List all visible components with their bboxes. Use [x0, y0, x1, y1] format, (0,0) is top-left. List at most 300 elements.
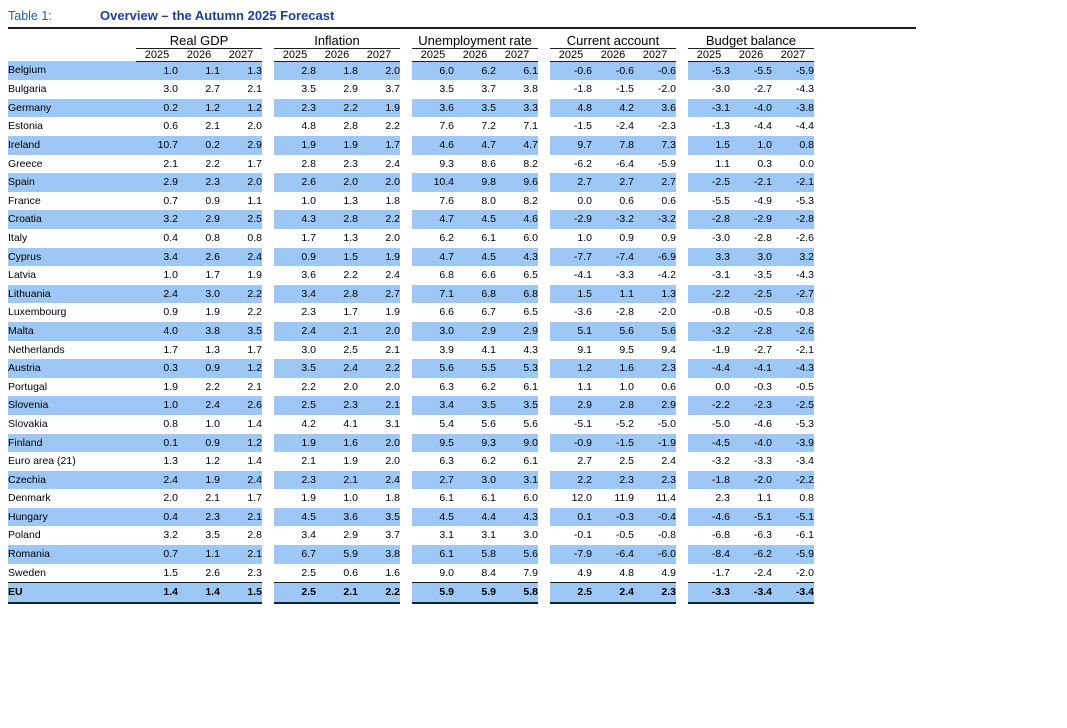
cell-unemp-1: 6.6 — [454, 266, 496, 285]
cell-gdp-1: 2.2 — [178, 155, 220, 174]
cell-infl-2: 2.0 — [358, 61, 400, 80]
cell-infl-0: 2.5 — [274, 583, 316, 604]
cell-infl-2: 2.4 — [358, 266, 400, 285]
column-spacer — [262, 341, 274, 360]
cell-bb-2: -5.9 — [772, 61, 814, 80]
cell-gdp-0: 3.2 — [136, 526, 178, 545]
cell-ca-2: -2.0 — [634, 80, 676, 99]
cell-bb-1: 3.0 — [730, 248, 772, 267]
cell-unemp-1: 8.6 — [454, 155, 496, 174]
cell-gdp-0: 2.4 — [136, 471, 178, 490]
year-header-infl-2026: 2026 — [316, 48, 358, 61]
cell-bb-2: 3.2 — [772, 248, 814, 267]
table-row — [8, 266, 814, 285]
cell-gdp-0: 3.2 — [136, 210, 178, 229]
cell-gdp-0: 1.9 — [136, 378, 178, 397]
cell-infl-0: 4.2 — [274, 415, 316, 434]
cell-gdp-1: 2.3 — [178, 508, 220, 527]
column-spacer — [676, 34, 688, 48]
column-spacer — [400, 341, 412, 360]
column-spacer — [400, 378, 412, 397]
year-header-unemp-2026: 2026 — [454, 48, 496, 61]
cell-unemp-0: 7.6 — [412, 192, 454, 211]
cell-ca-1: 11.9 — [592, 489, 634, 508]
cell-gdp-2: 2.6 — [220, 396, 262, 415]
row-country-label: Bulgaria — [8, 80, 136, 99]
table-row — [8, 415, 814, 434]
cell-infl-0: 1.7 — [274, 229, 316, 248]
table-row — [8, 508, 814, 527]
cell-ca-1: 1.6 — [592, 359, 634, 378]
column-spacer — [400, 564, 412, 583]
year-header-bb-2026: 2026 — [730, 48, 772, 61]
cell-unemp-2: 7.9 — [496, 564, 538, 583]
cell-bb-1: -2.8 — [730, 229, 772, 248]
cell-ca-1: -2.8 — [592, 303, 634, 322]
column-spacer — [538, 583, 550, 604]
row-country-label: Portugal — [8, 378, 136, 397]
cell-infl-0: 1.9 — [274, 434, 316, 453]
column-spacer — [538, 48, 550, 61]
cell-ca-0: 9.1 — [550, 341, 592, 360]
cell-unemp-0: 10.4 — [412, 173, 454, 192]
column-spacer — [400, 80, 412, 99]
cell-gdp-2: 1.7 — [220, 341, 262, 360]
cell-bb-1: -5.1 — [730, 508, 772, 527]
cell-bb-0: 0.0 — [688, 378, 730, 397]
cell-ca-0: -5.1 — [550, 415, 592, 434]
cell-infl-2: 3.1 — [358, 415, 400, 434]
cell-infl-1: 2.3 — [316, 155, 358, 174]
column-spacer — [676, 378, 688, 397]
cell-ca-0: -1.8 — [550, 80, 592, 99]
cell-unemp-2: 4.6 — [496, 210, 538, 229]
cell-gdp-2: 1.4 — [220, 452, 262, 471]
cell-bb-1: -2.3 — [730, 396, 772, 415]
column-spacer — [538, 136, 550, 155]
column-spacer — [538, 34, 550, 48]
cell-infl-1: 2.5 — [316, 341, 358, 360]
cell-infl-2: 2.0 — [358, 322, 400, 341]
cell-gdp-2: 2.1 — [220, 80, 262, 99]
cell-unemp-1: 6.1 — [454, 489, 496, 508]
cell-unemp-0: 3.1 — [412, 526, 454, 545]
cell-infl-0: 2.1 — [274, 452, 316, 471]
cell-ca-0: 5.1 — [550, 322, 592, 341]
cell-gdp-2: 1.1 — [220, 192, 262, 211]
column-spacer — [538, 229, 550, 248]
cell-ca-2: -6.0 — [634, 545, 676, 564]
cell-bb-0: -2.5 — [688, 173, 730, 192]
cell-gdp-1: 2.1 — [178, 117, 220, 136]
table-row — [8, 359, 814, 378]
column-spacer — [262, 285, 274, 304]
column-spacer — [262, 248, 274, 267]
table-row — [8, 155, 814, 174]
cell-gdp-0: 2.0 — [136, 489, 178, 508]
column-spacer — [400, 285, 412, 304]
row-country-label: EU — [8, 583, 136, 604]
cell-infl-2: 2.0 — [358, 378, 400, 397]
cell-gdp-0: 10.7 — [136, 136, 178, 155]
cell-ca-1: 1.0 — [592, 378, 634, 397]
cell-unemp-1: 4.1 — [454, 341, 496, 360]
cell-bb-0: -3.2 — [688, 322, 730, 341]
cell-gdp-2: 2.3 — [220, 564, 262, 583]
cell-unemp-2: 3.5 — [496, 396, 538, 415]
cell-bb-1: -3.5 — [730, 266, 772, 285]
group-header-current-account: Current account — [550, 34, 676, 48]
cell-ca-1: 4.2 — [592, 99, 634, 118]
column-spacer — [262, 434, 274, 453]
cell-ca-1: 7.8 — [592, 136, 634, 155]
column-spacer — [676, 508, 688, 527]
cell-unemp-0: 3.5 — [412, 80, 454, 99]
column-spacer — [538, 61, 550, 80]
column-spacer — [400, 526, 412, 545]
column-spacer — [538, 452, 550, 471]
cell-unemp-2: 3.8 — [496, 80, 538, 99]
cell-infl-1: 1.9 — [316, 452, 358, 471]
column-spacer — [538, 545, 550, 564]
cell-ca-2: 3.6 — [634, 99, 676, 118]
cell-infl-1: 1.3 — [316, 229, 358, 248]
cell-bb-2: -2.8 — [772, 210, 814, 229]
cell-ca-0: 1.1 — [550, 378, 592, 397]
cell-bb-1: -4.0 — [730, 434, 772, 453]
table-row — [8, 61, 814, 80]
column-spacer — [538, 359, 550, 378]
cell-ca-2: -5.0 — [634, 415, 676, 434]
column-spacer — [676, 471, 688, 490]
cell-bb-1: 1.1 — [730, 489, 772, 508]
cell-gdp-1: 1.9 — [178, 471, 220, 490]
cell-bb-2: -5.1 — [772, 508, 814, 527]
cell-gdp-0: 1.0 — [136, 61, 178, 80]
year-header-infl-2025: 2025 — [274, 48, 316, 61]
cell-ca-1: -0.5 — [592, 526, 634, 545]
cell-ca-1: 2.4 — [592, 583, 634, 604]
table-row — [8, 452, 814, 471]
cell-unemp-2: 2.9 — [496, 322, 538, 341]
cell-infl-1: 2.8 — [316, 285, 358, 304]
row-country-label: Austria — [8, 359, 136, 378]
cell-ca-2: 5.6 — [634, 322, 676, 341]
cell-ca-0: -4.1 — [550, 266, 592, 285]
group-header-corner — [8, 34, 136, 48]
cell-bb-2: -2.1 — [772, 341, 814, 360]
cell-ca-2: -3.2 — [634, 210, 676, 229]
column-spacer — [676, 248, 688, 267]
cell-ca-2: 1.3 — [634, 285, 676, 304]
cell-gdp-0: 0.8 — [136, 415, 178, 434]
table-row — [8, 545, 814, 564]
cell-ca-0: -6.2 — [550, 155, 592, 174]
cell-gdp-2: 1.7 — [220, 489, 262, 508]
cell-gdp-0: 2.9 — [136, 173, 178, 192]
cell-gdp-1: 1.9 — [178, 303, 220, 322]
cell-bb-0: -4.6 — [688, 508, 730, 527]
column-spacer — [262, 378, 274, 397]
cell-bb-0: -3.1 — [688, 266, 730, 285]
column-spacer — [400, 303, 412, 322]
cell-bb-0: -3.2 — [688, 452, 730, 471]
cell-unemp-0: 6.0 — [412, 61, 454, 80]
table-row — [8, 229, 814, 248]
cell-ca-2: 2.7 — [634, 173, 676, 192]
cell-ca-2: -0.8 — [634, 526, 676, 545]
cell-gdp-1: 1.0 — [178, 415, 220, 434]
column-spacer — [538, 526, 550, 545]
cell-bb-2: -3.4 — [772, 583, 814, 604]
cell-ca-0: -7.7 — [550, 248, 592, 267]
cell-bb-2: -2.6 — [772, 322, 814, 341]
cell-bb-1: -4.9 — [730, 192, 772, 211]
cell-infl-1: 2.3 — [316, 396, 358, 415]
cell-infl-0: 1.0 — [274, 192, 316, 211]
cell-ca-2: -2.3 — [634, 117, 676, 136]
year-header-gdp-2025: 2025 — [136, 48, 178, 61]
cell-gdp-0: 0.7 — [136, 192, 178, 211]
cell-unemp-2: 5.3 — [496, 359, 538, 378]
table-row — [8, 526, 814, 545]
cell-ca-1: 0.9 — [592, 229, 634, 248]
cell-ca-1: 5.6 — [592, 322, 634, 341]
cell-gdp-0: 1.0 — [136, 266, 178, 285]
table-row — [8, 434, 814, 453]
column-spacer — [400, 99, 412, 118]
cell-unemp-1: 7.2 — [454, 117, 496, 136]
column-spacer — [538, 564, 550, 583]
cell-gdp-2: 1.4 — [220, 415, 262, 434]
cell-gdp-1: 2.2 — [178, 378, 220, 397]
cell-bb-2: -5.3 — [772, 415, 814, 434]
column-spacer — [538, 489, 550, 508]
cell-gdp-2: 1.2 — [220, 434, 262, 453]
cell-infl-0: 2.2 — [274, 378, 316, 397]
cell-bb-0: -1.7 — [688, 564, 730, 583]
cell-bb-1: -4.0 — [730, 99, 772, 118]
cell-infl-0: 3.5 — [274, 359, 316, 378]
cell-ca-1: 4.8 — [592, 564, 634, 583]
cell-infl-2: 1.9 — [358, 99, 400, 118]
cell-bb-2: -2.7 — [772, 285, 814, 304]
cell-unemp-2: 6.1 — [496, 378, 538, 397]
cell-gdp-0: 1.7 — [136, 341, 178, 360]
cell-infl-2: 2.0 — [358, 452, 400, 471]
column-spacer — [538, 285, 550, 304]
cell-gdp-1: 0.2 — [178, 136, 220, 155]
cell-unemp-1: 5.9 — [454, 583, 496, 604]
column-spacer — [676, 61, 688, 80]
cell-bb-0: -4.4 — [688, 359, 730, 378]
column-spacer — [676, 48, 688, 61]
cell-bb-2: -0.8 — [772, 303, 814, 322]
cell-unemp-0: 4.5 — [412, 508, 454, 527]
cell-unemp-2: 4.3 — [496, 248, 538, 267]
year-header-row — [8, 48, 814, 61]
cell-unemp-1: 5.5 — [454, 359, 496, 378]
cell-ca-2: 0.9 — [634, 229, 676, 248]
cell-bb-1: -0.5 — [730, 303, 772, 322]
cell-bb-0: -3.1 — [688, 99, 730, 118]
cell-bb-2: -2.6 — [772, 229, 814, 248]
column-spacer — [262, 489, 274, 508]
cell-unemp-2: 3.1 — [496, 471, 538, 490]
column-spacer — [538, 434, 550, 453]
column-spacer — [538, 210, 550, 229]
cell-bb-2: -3.4 — [772, 452, 814, 471]
cell-ca-0: 2.2 — [550, 471, 592, 490]
cell-infl-1: 1.7 — [316, 303, 358, 322]
cell-ca-2: 0.6 — [634, 192, 676, 211]
column-spacer — [400, 489, 412, 508]
cell-infl-0: 4.8 — [274, 117, 316, 136]
year-header-gdp-2027: 2027 — [220, 48, 262, 61]
column-spacer — [676, 489, 688, 508]
cell-infl-2: 2.2 — [358, 583, 400, 604]
cell-unemp-1: 2.9 — [454, 322, 496, 341]
cell-gdp-1: 1.1 — [178, 545, 220, 564]
table-row — [8, 192, 814, 211]
column-spacer — [676, 359, 688, 378]
cell-gdp-1: 2.9 — [178, 210, 220, 229]
cell-bb-0: -1.3 — [688, 117, 730, 136]
cell-ca-2: 7.3 — [634, 136, 676, 155]
cell-ca-0: -0.1 — [550, 526, 592, 545]
cell-bb-0: -3.0 — [688, 229, 730, 248]
cell-bb-2: -5.9 — [772, 545, 814, 564]
cell-infl-0: 3.5 — [274, 80, 316, 99]
cell-unemp-1: 5.6 — [454, 415, 496, 434]
column-spacer — [538, 266, 550, 285]
cell-infl-2: 2.2 — [358, 359, 400, 378]
column-spacer — [400, 61, 412, 80]
cell-bb-2: -2.2 — [772, 471, 814, 490]
cell-unemp-1: 9.8 — [454, 173, 496, 192]
row-country-label: Latvia — [8, 266, 136, 285]
cell-bb-1: -6.2 — [730, 545, 772, 564]
cell-bb-1: -2.0 — [730, 471, 772, 490]
cell-unemp-0: 2.7 — [412, 471, 454, 490]
row-country-label: Romania — [8, 545, 136, 564]
cell-bb-0: 1.5 — [688, 136, 730, 155]
cell-infl-1: 2.0 — [316, 378, 358, 397]
cell-ca-2: -6.9 — [634, 248, 676, 267]
cell-infl-0: 2.3 — [274, 471, 316, 490]
cell-unemp-0: 6.3 — [412, 378, 454, 397]
cell-unemp-0: 3.9 — [412, 341, 454, 360]
cell-ca-0: -7.9 — [550, 545, 592, 564]
cell-infl-0: 2.5 — [274, 396, 316, 415]
year-header-bb-2025: 2025 — [688, 48, 730, 61]
cell-bb-2: -4.3 — [772, 266, 814, 285]
column-spacer — [676, 285, 688, 304]
cell-bb-0: -3.3 — [688, 583, 730, 604]
column-spacer — [538, 192, 550, 211]
cell-unemp-2: 8.2 — [496, 192, 538, 211]
column-spacer — [676, 303, 688, 322]
cell-unemp-1: 3.5 — [454, 396, 496, 415]
cell-unemp-0: 5.6 — [412, 359, 454, 378]
cell-infl-1: 2.1 — [316, 583, 358, 604]
cell-infl-1: 1.0 — [316, 489, 358, 508]
cell-unemp-0: 6.8 — [412, 266, 454, 285]
table-row — [8, 117, 814, 136]
cell-gdp-2: 1.9 — [220, 266, 262, 285]
cell-gdp-2: 2.2 — [220, 303, 262, 322]
cell-infl-1: 2.9 — [316, 80, 358, 99]
cell-gdp-0: 0.4 — [136, 508, 178, 527]
column-spacer — [538, 471, 550, 490]
cell-ca-0: 4.8 — [550, 99, 592, 118]
cell-bb-1: -2.5 — [730, 285, 772, 304]
column-spacer — [676, 80, 688, 99]
column-spacer — [538, 415, 550, 434]
column-spacer — [400, 583, 412, 604]
column-spacer — [400, 229, 412, 248]
cell-gdp-1: 0.9 — [178, 434, 220, 453]
table-header — [8, 8, 916, 29]
column-spacer — [538, 341, 550, 360]
cell-unemp-2: 6.8 — [496, 285, 538, 304]
cell-bb-2: -4.3 — [772, 80, 814, 99]
column-spacer — [400, 136, 412, 155]
cell-infl-2: 2.2 — [358, 210, 400, 229]
cell-unemp-0: 6.1 — [412, 489, 454, 508]
column-spacer — [262, 80, 274, 99]
cell-bb-2: -2.0 — [772, 564, 814, 583]
cell-unemp-1: 5.8 — [454, 545, 496, 564]
cell-infl-1: 1.5 — [316, 248, 358, 267]
table-row — [8, 489, 814, 508]
column-spacer — [676, 526, 688, 545]
row-country-label: Netherlands — [8, 341, 136, 360]
cell-unemp-0: 7.6 — [412, 117, 454, 136]
cell-unemp-2: 6.1 — [496, 452, 538, 471]
cell-infl-1: 2.8 — [316, 210, 358, 229]
column-spacer — [262, 396, 274, 415]
group-header-budget-balance: Budget balance — [688, 34, 814, 48]
cell-ca-0: -2.9 — [550, 210, 592, 229]
cell-ca-2: -5.9 — [634, 155, 676, 174]
cell-ca-1: -6.4 — [592, 545, 634, 564]
column-spacer — [262, 359, 274, 378]
cell-bb-2: -2.5 — [772, 396, 814, 415]
cell-ca-0: -0.9 — [550, 434, 592, 453]
cell-ca-2: 2.3 — [634, 583, 676, 604]
cell-bb-0: 1.1 — [688, 155, 730, 174]
cell-ca-2: 2.4 — [634, 452, 676, 471]
cell-ca-2: 2.9 — [634, 396, 676, 415]
cell-ca-1: -6.4 — [592, 155, 634, 174]
cell-unemp-1: 6.2 — [454, 452, 496, 471]
cell-infl-1: 1.8 — [316, 61, 358, 80]
cell-gdp-0: 0.3 — [136, 359, 178, 378]
column-spacer — [400, 192, 412, 211]
cell-ca-1: -3.2 — [592, 210, 634, 229]
cell-unemp-0: 5.9 — [412, 583, 454, 604]
column-spacer — [262, 61, 274, 80]
cell-unemp-2: 5.6 — [496, 415, 538, 434]
cell-infl-0: 2.4 — [274, 322, 316, 341]
cell-bb-0: 2.3 — [688, 489, 730, 508]
cell-gdp-1: 1.7 — [178, 266, 220, 285]
cell-ca-0: -0.6 — [550, 61, 592, 80]
cell-bb-1: -2.4 — [730, 564, 772, 583]
cell-bb-0: -1.8 — [688, 471, 730, 490]
row-country-label: Euro area (21) — [8, 452, 136, 471]
